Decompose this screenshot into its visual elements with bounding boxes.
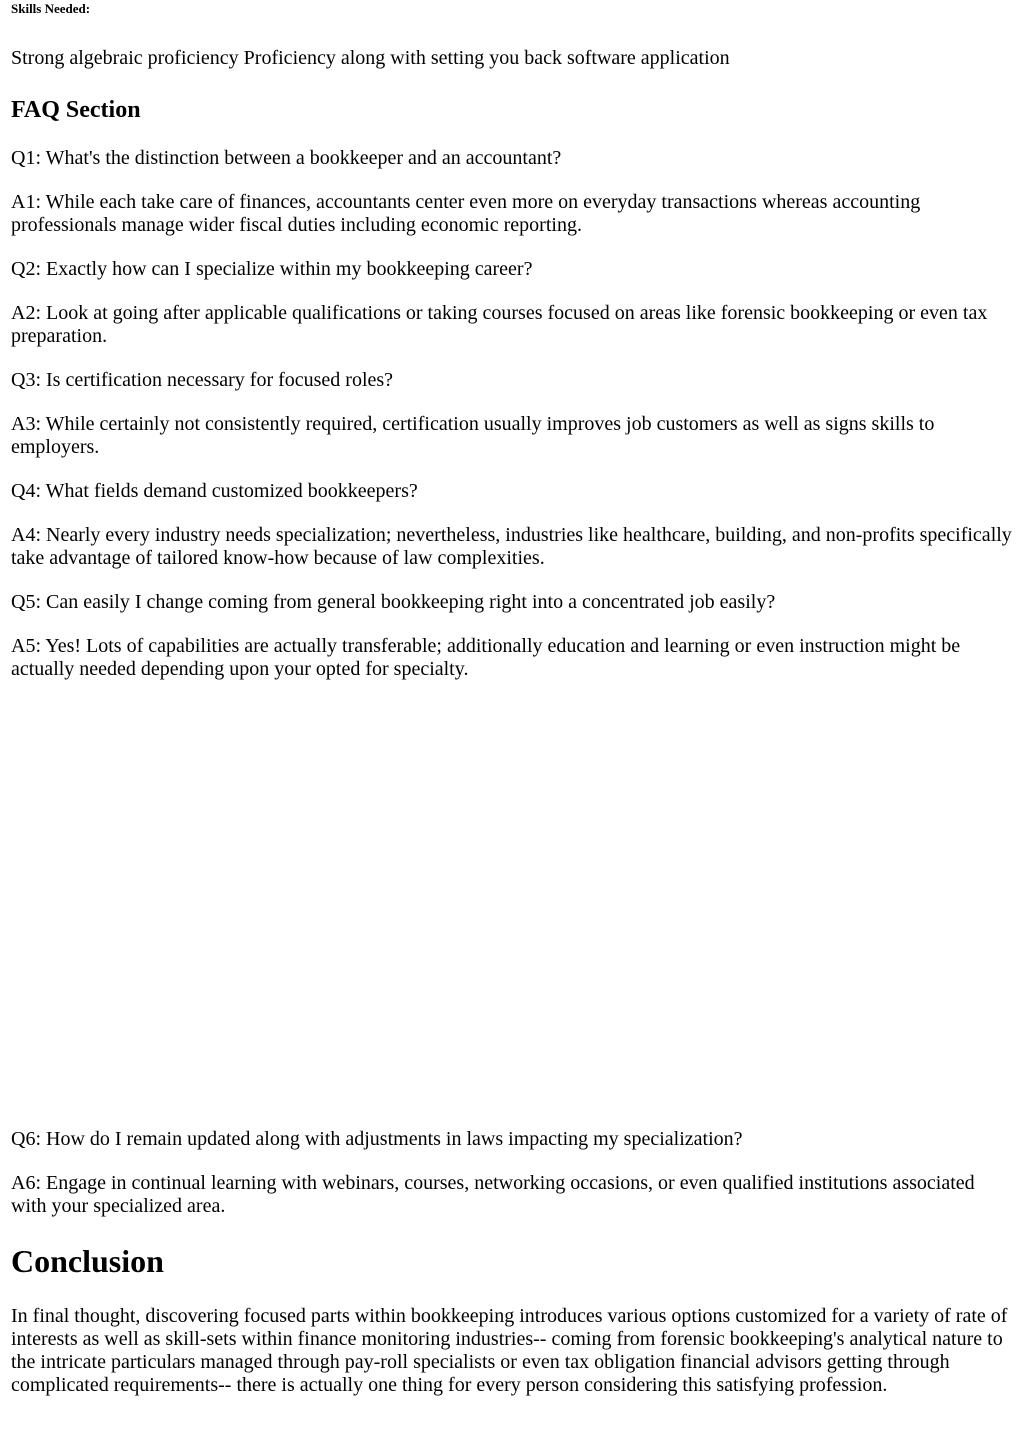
- faq-question-6: Q6: How do I remain updated along with adjustments in laws impacting my specialization?: [11, 1128, 743, 1150]
- skills-text: Strong algebraic proficiency Proficiency along with setting you back software application: [11, 47, 730, 69]
- faq-answer-6: A6: Engage in continual learning with webinars, courses, networking occasions, or even qualified institutions associated with your specialized area.: [11, 1172, 975, 1217]
- faq-answer-5: A5: Yes! Lots of capabilities are actually transferable; additionally education and learning or even instruction might be actually needed depending upon your opted for specialty.: [11, 635, 961, 680]
- conclusion-heading: Conclusion: [11, 1243, 164, 1279]
- conclusion-text: In final thought, discovering focused parts within bookkeeping introduces various options customized for a variety of rate of interests as well as skill-sets within finance monitoring industries-- coming from forensic bookkeeping's analytical nature to the intricate particulars managed through pay-roll specialists or even tax obligation financial advisors getting through complicated requirements-- there is actually one thing for every person considering this satisfying profession.: [11, 1305, 1008, 1396]
- faq-question-5: Q5: Can easily I change coming from general bookkeeping right into a concentrated job easily?: [11, 591, 776, 613]
- faq-answer-2: A2: Look at going after applicable qualifications or taking courses focused on areas like forensic bookkeeping or even tax preparation.: [11, 302, 988, 347]
- faq-answer-1: A1: While each take care of finances, accountants center even more on everyday transactions whereas accounting professionals manage wider fiscal duties including economic reporting.: [11, 191, 921, 236]
- faq-answer-4: A4: Nearly every industry needs specialization; nevertheless, industries like healthcare, building, and non-profits specifically take advantage of tailored know-how because of law complexities.: [11, 524, 1012, 569]
- faq-answer-3: A3: While certainly not consistently required, certification usually improves job customers as well as signs skills to employers.: [11, 413, 935, 458]
- skills-heading: Skills Needed:: [11, 1, 91, 16]
- faq-question-2: Q2: Exactly how can I specialize within my bookkeeping career?: [11, 258, 533, 280]
- faq-question-4: Q4: What fields demand customized bookkeepers?: [11, 480, 418, 502]
- faq-question-1: Q1: What's the distinction between a bookkeeper and an accountant?: [11, 147, 562, 169]
- faq-heading: FAQ Section: [11, 97, 141, 123]
- faq-question-3: Q3: Is certification necessary for focused roles?: [11, 369, 394, 391]
